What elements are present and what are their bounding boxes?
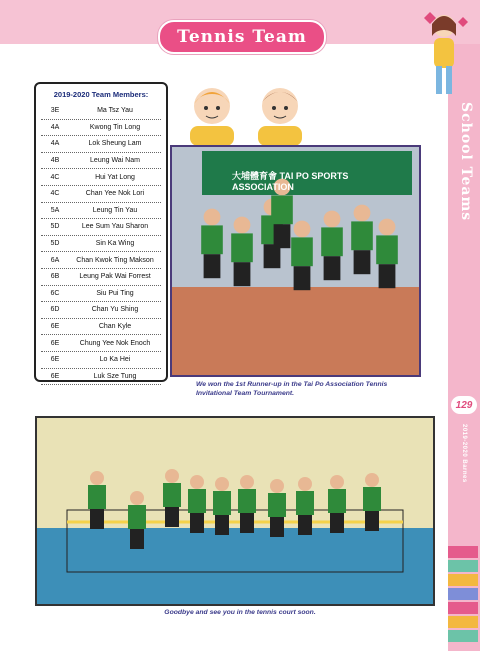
member-row bbox=[41, 169, 161, 186]
member-name: Chung Yee Nok Enoch bbox=[79, 339, 151, 347]
person-figure bbox=[165, 507, 179, 527]
group-court-photo bbox=[35, 416, 435, 606]
person-figure bbox=[234, 262, 251, 286]
team-members-heading: 2019-2020 Team Members: bbox=[53, 90, 149, 99]
photo1-caption-line1: We won the 1st Runner-up in the Tai Po Association Tennis bbox=[196, 381, 388, 388]
person-figure bbox=[213, 491, 231, 515]
person-figure bbox=[234, 217, 251, 234]
member-class: 6C bbox=[50, 289, 60, 297]
person-figure bbox=[365, 473, 379, 487]
member-name: Leung Tin Yau bbox=[92, 206, 138, 214]
member-name: Leung Wai Nam bbox=[90, 157, 140, 165]
member-name: Lee Sum Yau Sharon bbox=[81, 223, 149, 231]
person-figure bbox=[296, 491, 314, 515]
member-row bbox=[41, 120, 161, 137]
person-figure bbox=[130, 529, 144, 549]
member-class: 4B bbox=[50, 157, 60, 165]
person-figure bbox=[330, 475, 344, 489]
person-figure bbox=[231, 233, 253, 262]
person-figure bbox=[270, 479, 284, 493]
member-row bbox=[41, 335, 161, 352]
member-class: 6E bbox=[50, 372, 60, 380]
person-figure bbox=[291, 237, 313, 266]
member-name: Leung Pak Wai Forrest bbox=[79, 273, 151, 281]
person-figure bbox=[163, 483, 181, 507]
books-icon bbox=[446, 542, 480, 646]
person-figure bbox=[354, 250, 371, 274]
person-figure bbox=[324, 211, 341, 228]
person-figure bbox=[294, 221, 311, 238]
member-class: 5D bbox=[50, 240, 60, 248]
person-figure bbox=[298, 477, 312, 491]
person-figure bbox=[268, 493, 286, 517]
member-row bbox=[41, 302, 161, 319]
person-figure bbox=[130, 491, 144, 505]
person-figure bbox=[365, 511, 379, 531]
person-figure bbox=[240, 513, 254, 533]
member-class: 6B bbox=[50, 273, 60, 281]
person-figure bbox=[238, 489, 256, 513]
page-number: 129 bbox=[451, 396, 477, 414]
person-figure bbox=[188, 489, 206, 513]
person-figure bbox=[90, 471, 104, 485]
member-class: 6E bbox=[50, 323, 60, 331]
member-name: Chan Yu Shing bbox=[91, 306, 139, 314]
person-figure bbox=[270, 517, 284, 537]
member-row bbox=[41, 369, 161, 386]
person-figure bbox=[363, 487, 381, 511]
member-class: 6E bbox=[50, 356, 60, 364]
person-figure bbox=[165, 469, 179, 483]
member-class: 6D bbox=[50, 306, 60, 314]
person-figure bbox=[204, 209, 221, 226]
person-figure bbox=[379, 219, 396, 236]
person-figure bbox=[294, 266, 311, 290]
banner-text: 大埔體育會 TAI PO SPORTS ASSOCIATION bbox=[232, 171, 349, 192]
member-row bbox=[41, 352, 161, 369]
person-figure bbox=[190, 513, 204, 533]
person-figure bbox=[201, 225, 223, 254]
member-name: Lo Ka Hei bbox=[99, 356, 131, 364]
person-figure bbox=[128, 505, 146, 529]
member-row bbox=[41, 136, 161, 153]
member-row bbox=[41, 269, 161, 286]
person-figure bbox=[240, 475, 254, 489]
person-figure bbox=[298, 515, 312, 535]
person-figure bbox=[190, 475, 204, 489]
member-name: Ma Tsz Yau bbox=[97, 107, 133, 115]
section-vertical-title: School Teams bbox=[458, 102, 474, 222]
team-award-photo bbox=[170, 145, 421, 377]
member-name: Kwong Tin Long bbox=[89, 123, 141, 131]
member-class: 6E bbox=[50, 339, 60, 347]
member-row bbox=[41, 203, 161, 220]
girl-cartoon-icon bbox=[418, 4, 472, 102]
person-figure bbox=[324, 256, 341, 280]
member-class: 5D bbox=[50, 223, 60, 231]
person-figure bbox=[328, 489, 346, 513]
person-figure bbox=[90, 509, 104, 529]
member-class: 4C bbox=[50, 173, 60, 181]
member-name: Chan Kyle bbox=[98, 323, 132, 331]
photo1-caption bbox=[196, 380, 426, 398]
member-name: Hui Yat Long bbox=[95, 173, 135, 181]
member-name: Sin Ka Wing bbox=[95, 240, 135, 248]
member-row bbox=[41, 103, 161, 120]
member-row bbox=[41, 252, 161, 269]
person-figure bbox=[215, 515, 229, 535]
person-figure bbox=[330, 513, 344, 533]
page-title: Tennis Team bbox=[158, 20, 326, 54]
member-row bbox=[41, 286, 161, 303]
member-name: Chan Yee Nok Lori bbox=[85, 190, 145, 198]
member-class: 4A bbox=[50, 123, 60, 131]
member-row bbox=[41, 219, 161, 236]
person-figure bbox=[379, 264, 396, 288]
member-name: Siu Pui Ting bbox=[96, 289, 134, 297]
photo1-caption-line2: Invitational Team Tournament. bbox=[196, 390, 295, 397]
publication-label: 2019-2020 Barnes bbox=[461, 424, 467, 483]
member-row bbox=[41, 319, 161, 336]
member-name: Chan Kwok Ting Makson bbox=[76, 256, 154, 264]
person-figure bbox=[88, 485, 106, 509]
member-row bbox=[41, 186, 161, 203]
person-figure bbox=[376, 235, 398, 264]
person-figure bbox=[274, 224, 291, 248]
person-figure bbox=[215, 477, 229, 491]
person-figure bbox=[354, 205, 371, 222]
photo2-caption: Goodbye and see you in the tennis court soon. bbox=[164, 609, 316, 616]
member-row bbox=[41, 153, 161, 170]
member-class: 4C bbox=[50, 190, 60, 198]
member-class: 5A bbox=[50, 206, 60, 214]
member-class: 4A bbox=[50, 140, 60, 148]
team-members-table bbox=[34, 82, 168, 382]
person-figure bbox=[271, 195, 293, 224]
member-class: 6A bbox=[50, 256, 60, 264]
member-name: Luk Sze Tung bbox=[93, 372, 137, 380]
kids-cartoon-icon bbox=[184, 78, 308, 146]
person-figure bbox=[204, 254, 221, 278]
member-class: 3E bbox=[50, 107, 60, 115]
member-name: Lok Sheung Lam bbox=[88, 140, 142, 148]
person-figure bbox=[351, 221, 373, 250]
person-figure bbox=[321, 227, 343, 256]
member-row bbox=[41, 236, 161, 253]
